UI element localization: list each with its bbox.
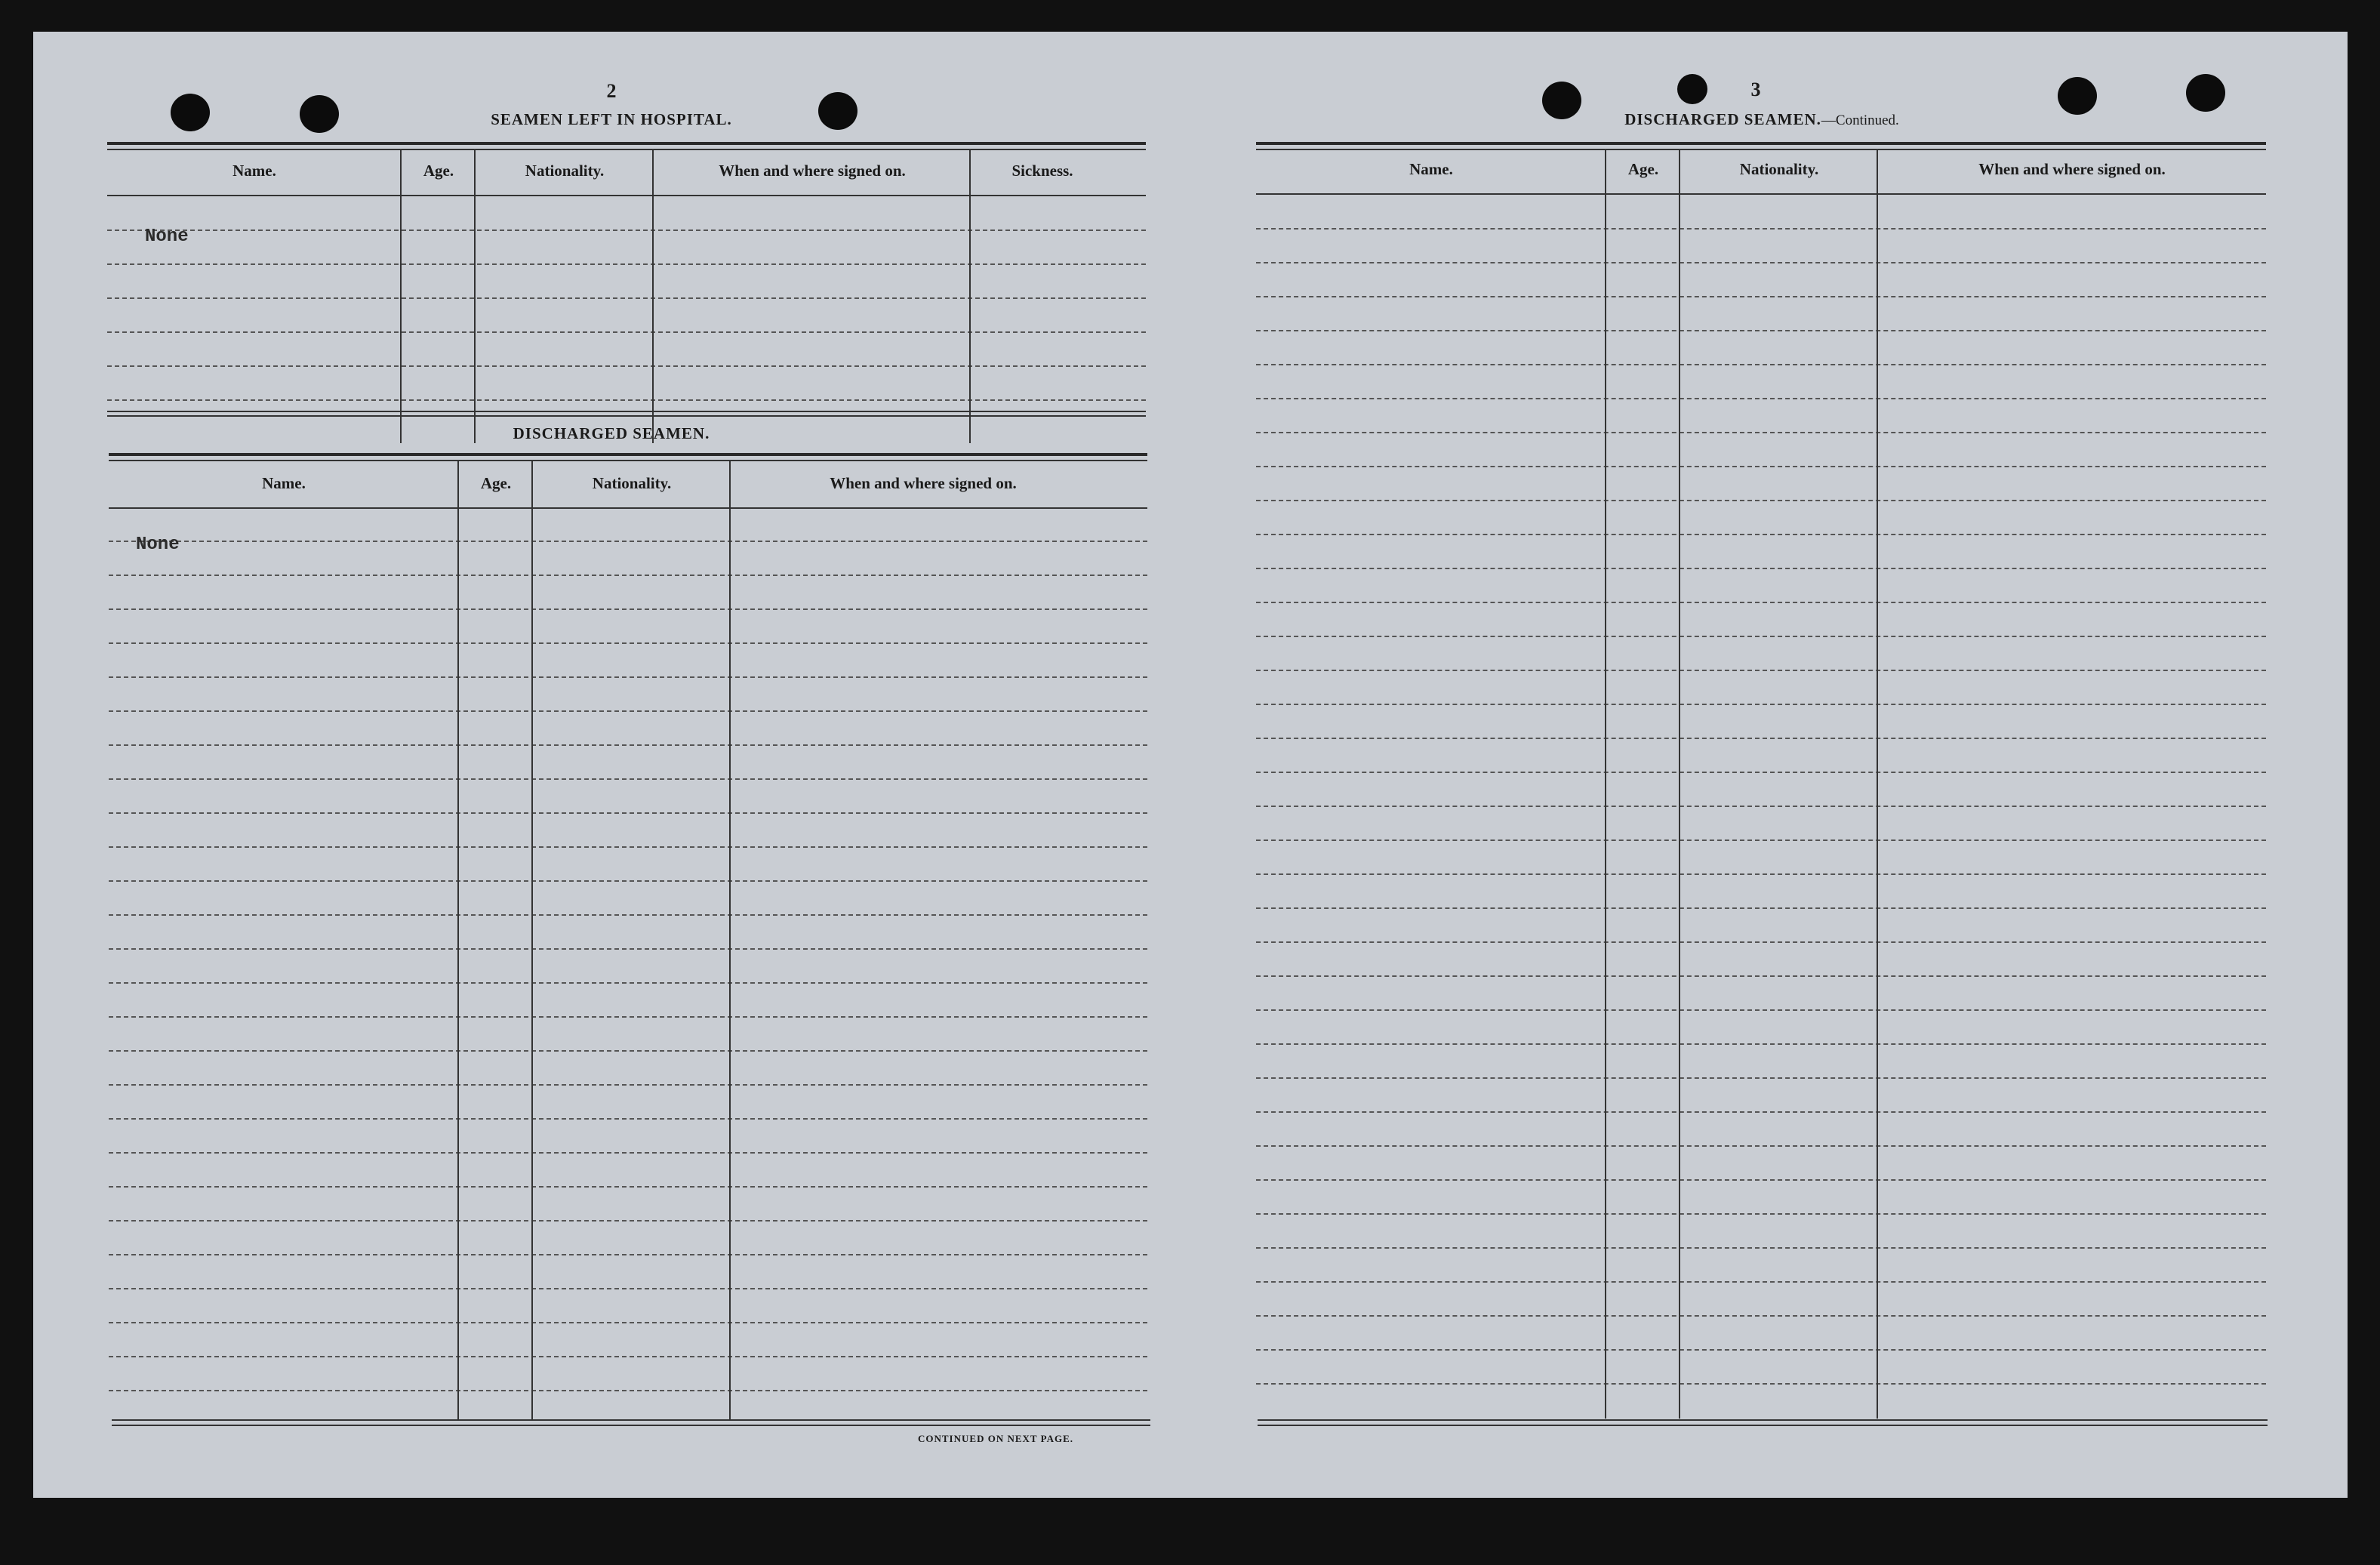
ruled-row-line [1256, 398, 2266, 399]
ruled-row-line [109, 812, 1147, 814]
column-header-nationality: Nationality. [1739, 160, 1819, 178]
ruled-row-line [1256, 839, 2266, 841]
rule [109, 460, 1147, 461]
ruled-row-line [109, 880, 1147, 882]
ruled-row-line [1256, 941, 2266, 943]
ruled-row-line [1256, 330, 2266, 331]
continued-note: CONTINUED ON NEXT PAGE. [918, 1433, 1073, 1444]
ruled-row-line [109, 1288, 1147, 1289]
column-header-signed-on: When and where signed on. [1978, 160, 2166, 178]
ruled-row-line [109, 1254, 1147, 1255]
column-header-age: Age. [1627, 160, 1659, 178]
ruled-row-line [109, 948, 1147, 950]
ruled-row-line [107, 399, 1146, 401]
rule [112, 1425, 1150, 1426]
column-header-signed-on: When and where signed on. [719, 162, 906, 180]
ruled-row-line [109, 744, 1147, 746]
rule [107, 149, 1146, 150]
ruled-row-line [109, 982, 1147, 984]
section-title-hospital: SEAMEN LEFT IN HOSPITAL. [491, 110, 732, 128]
column-divider [1877, 149, 1878, 1419]
ruled-row-line [1256, 1247, 2266, 1249]
ruled-row-line [1256, 907, 2266, 909]
rule [109, 507, 1147, 509]
column-header-name: Name. [232, 162, 276, 180]
ruled-row-line [1256, 738, 2266, 739]
section-title-text: DISCHARGED SEAMEN. [1624, 110, 1821, 128]
ruled-row-line [1256, 1009, 2266, 1011]
ruled-row-line [1256, 296, 2266, 297]
ruled-row-line [1256, 975, 2266, 977]
ruled-row-line [1256, 1315, 2266, 1317]
ruled-row-line [1256, 534, 2266, 535]
column-header-signed-on: When and where signed on. [830, 474, 1017, 492]
ruled-row-line [1256, 670, 2266, 671]
ruled-row-line [109, 846, 1147, 848]
ruled-row-line [1256, 1077, 2266, 1079]
ruled-row-line [109, 1152, 1147, 1154]
ruled-row-line [107, 365, 1146, 367]
rule [107, 411, 1146, 412]
ruled-row-line [1256, 1145, 2266, 1147]
rule [107, 195, 1146, 196]
ruled-row-line [1256, 466, 2266, 467]
ruled-row-line [109, 676, 1147, 678]
column-divider [1679, 149, 1680, 1419]
ruled-row-line [1256, 602, 2266, 603]
ruled-row-line [109, 1390, 1147, 1391]
column-header-nationality: Nationality. [525, 162, 605, 180]
rule [107, 415, 1146, 417]
column-divider [400, 149, 402, 443]
ruled-row-line [109, 575, 1147, 576]
column-header-sickness: Sickness. [1011, 162, 1073, 180]
ruled-row-line [1256, 1111, 2266, 1113]
ruled-row-line [1256, 262, 2266, 263]
ruled-row-line [107, 263, 1146, 265]
ruled-row-line [109, 1356, 1147, 1357]
column-header-name: Name. [1409, 160, 1453, 178]
section-title-discharged-continued [1573, 110, 1950, 129]
ruled-row-line [1256, 1043, 2266, 1045]
punch-hole [1677, 74, 1707, 104]
ruled-row-line [1256, 772, 2266, 773]
column-header-age: Age. [480, 474, 512, 492]
ruled-row-line [1256, 1281, 2266, 1283]
ruled-row-line [109, 1050, 1147, 1052]
ruled-row-line [109, 608, 1147, 610]
hospital-entry: None [145, 226, 189, 247]
column-header-name: Name. [262, 474, 306, 492]
ruled-row-line [1256, 500, 2266, 501]
ruled-row-line [1256, 1213, 2266, 1215]
punch-hole [300, 95, 339, 133]
ruled-row-line [109, 541, 1147, 542]
document-sheet [33, 32, 2348, 1498]
ruled-row-line [1256, 806, 2266, 807]
punch-hole [2186, 74, 2225, 112]
page-number: 3 [1750, 79, 1761, 100]
rule [107, 142, 1146, 145]
ruled-row-line [1256, 1179, 2266, 1181]
ruled-row-line [109, 1186, 1147, 1188]
rule [1258, 1425, 2268, 1426]
section-title-suffix: —Continued. [1821, 112, 1899, 128]
ruled-row-line [1256, 704, 2266, 705]
rule [1256, 142, 2266, 145]
punch-hole [818, 92, 857, 130]
ruled-row-line [107, 230, 1146, 231]
page-number: 2 [606, 80, 617, 102]
column-divider [652, 149, 654, 443]
rule [1256, 149, 2266, 150]
ruled-row-line [109, 1084, 1147, 1086]
ruled-row-line [1256, 636, 2266, 637]
column-divider [474, 149, 476, 443]
ruled-row-line [109, 1220, 1147, 1222]
column-header-age: Age. [423, 162, 454, 180]
ruled-row-line [107, 331, 1146, 333]
ruled-row-line [109, 914, 1147, 916]
ruled-row-line [107, 297, 1146, 299]
ruled-row-line [109, 710, 1147, 712]
column-header-nationality: Nationality. [592, 474, 672, 492]
rule [112, 1419, 1150, 1421]
column-divider [729, 460, 731, 1420]
ruled-row-line [109, 1322, 1147, 1323]
ruled-row-line [109, 778, 1147, 780]
ruled-row-line [109, 642, 1147, 644]
punch-hole [171, 94, 210, 131]
rule [1256, 193, 2266, 195]
section-title-discharged: DISCHARGED SEAMEN. [513, 424, 710, 442]
rule [1258, 1419, 2268, 1421]
ruled-row-line [1256, 873, 2266, 875]
column-divider [457, 460, 459, 1420]
discharged-entry: None [136, 535, 180, 555]
ruled-row-line [109, 1118, 1147, 1120]
column-divider [969, 149, 971, 443]
punch-hole [2058, 77, 2097, 115]
column-divider [531, 460, 533, 1420]
ruled-row-line [1256, 364, 2266, 365]
ruled-row-line [1256, 1349, 2266, 1351]
ruled-row-line [1256, 1383, 2266, 1385]
ruled-row-line [1256, 568, 2266, 569]
ruled-row-line [1256, 228, 2266, 230]
rule [109, 453, 1147, 456]
ruled-row-line [1256, 432, 2266, 433]
column-divider [1605, 149, 1606, 1419]
ruled-row-line [109, 1016, 1147, 1018]
